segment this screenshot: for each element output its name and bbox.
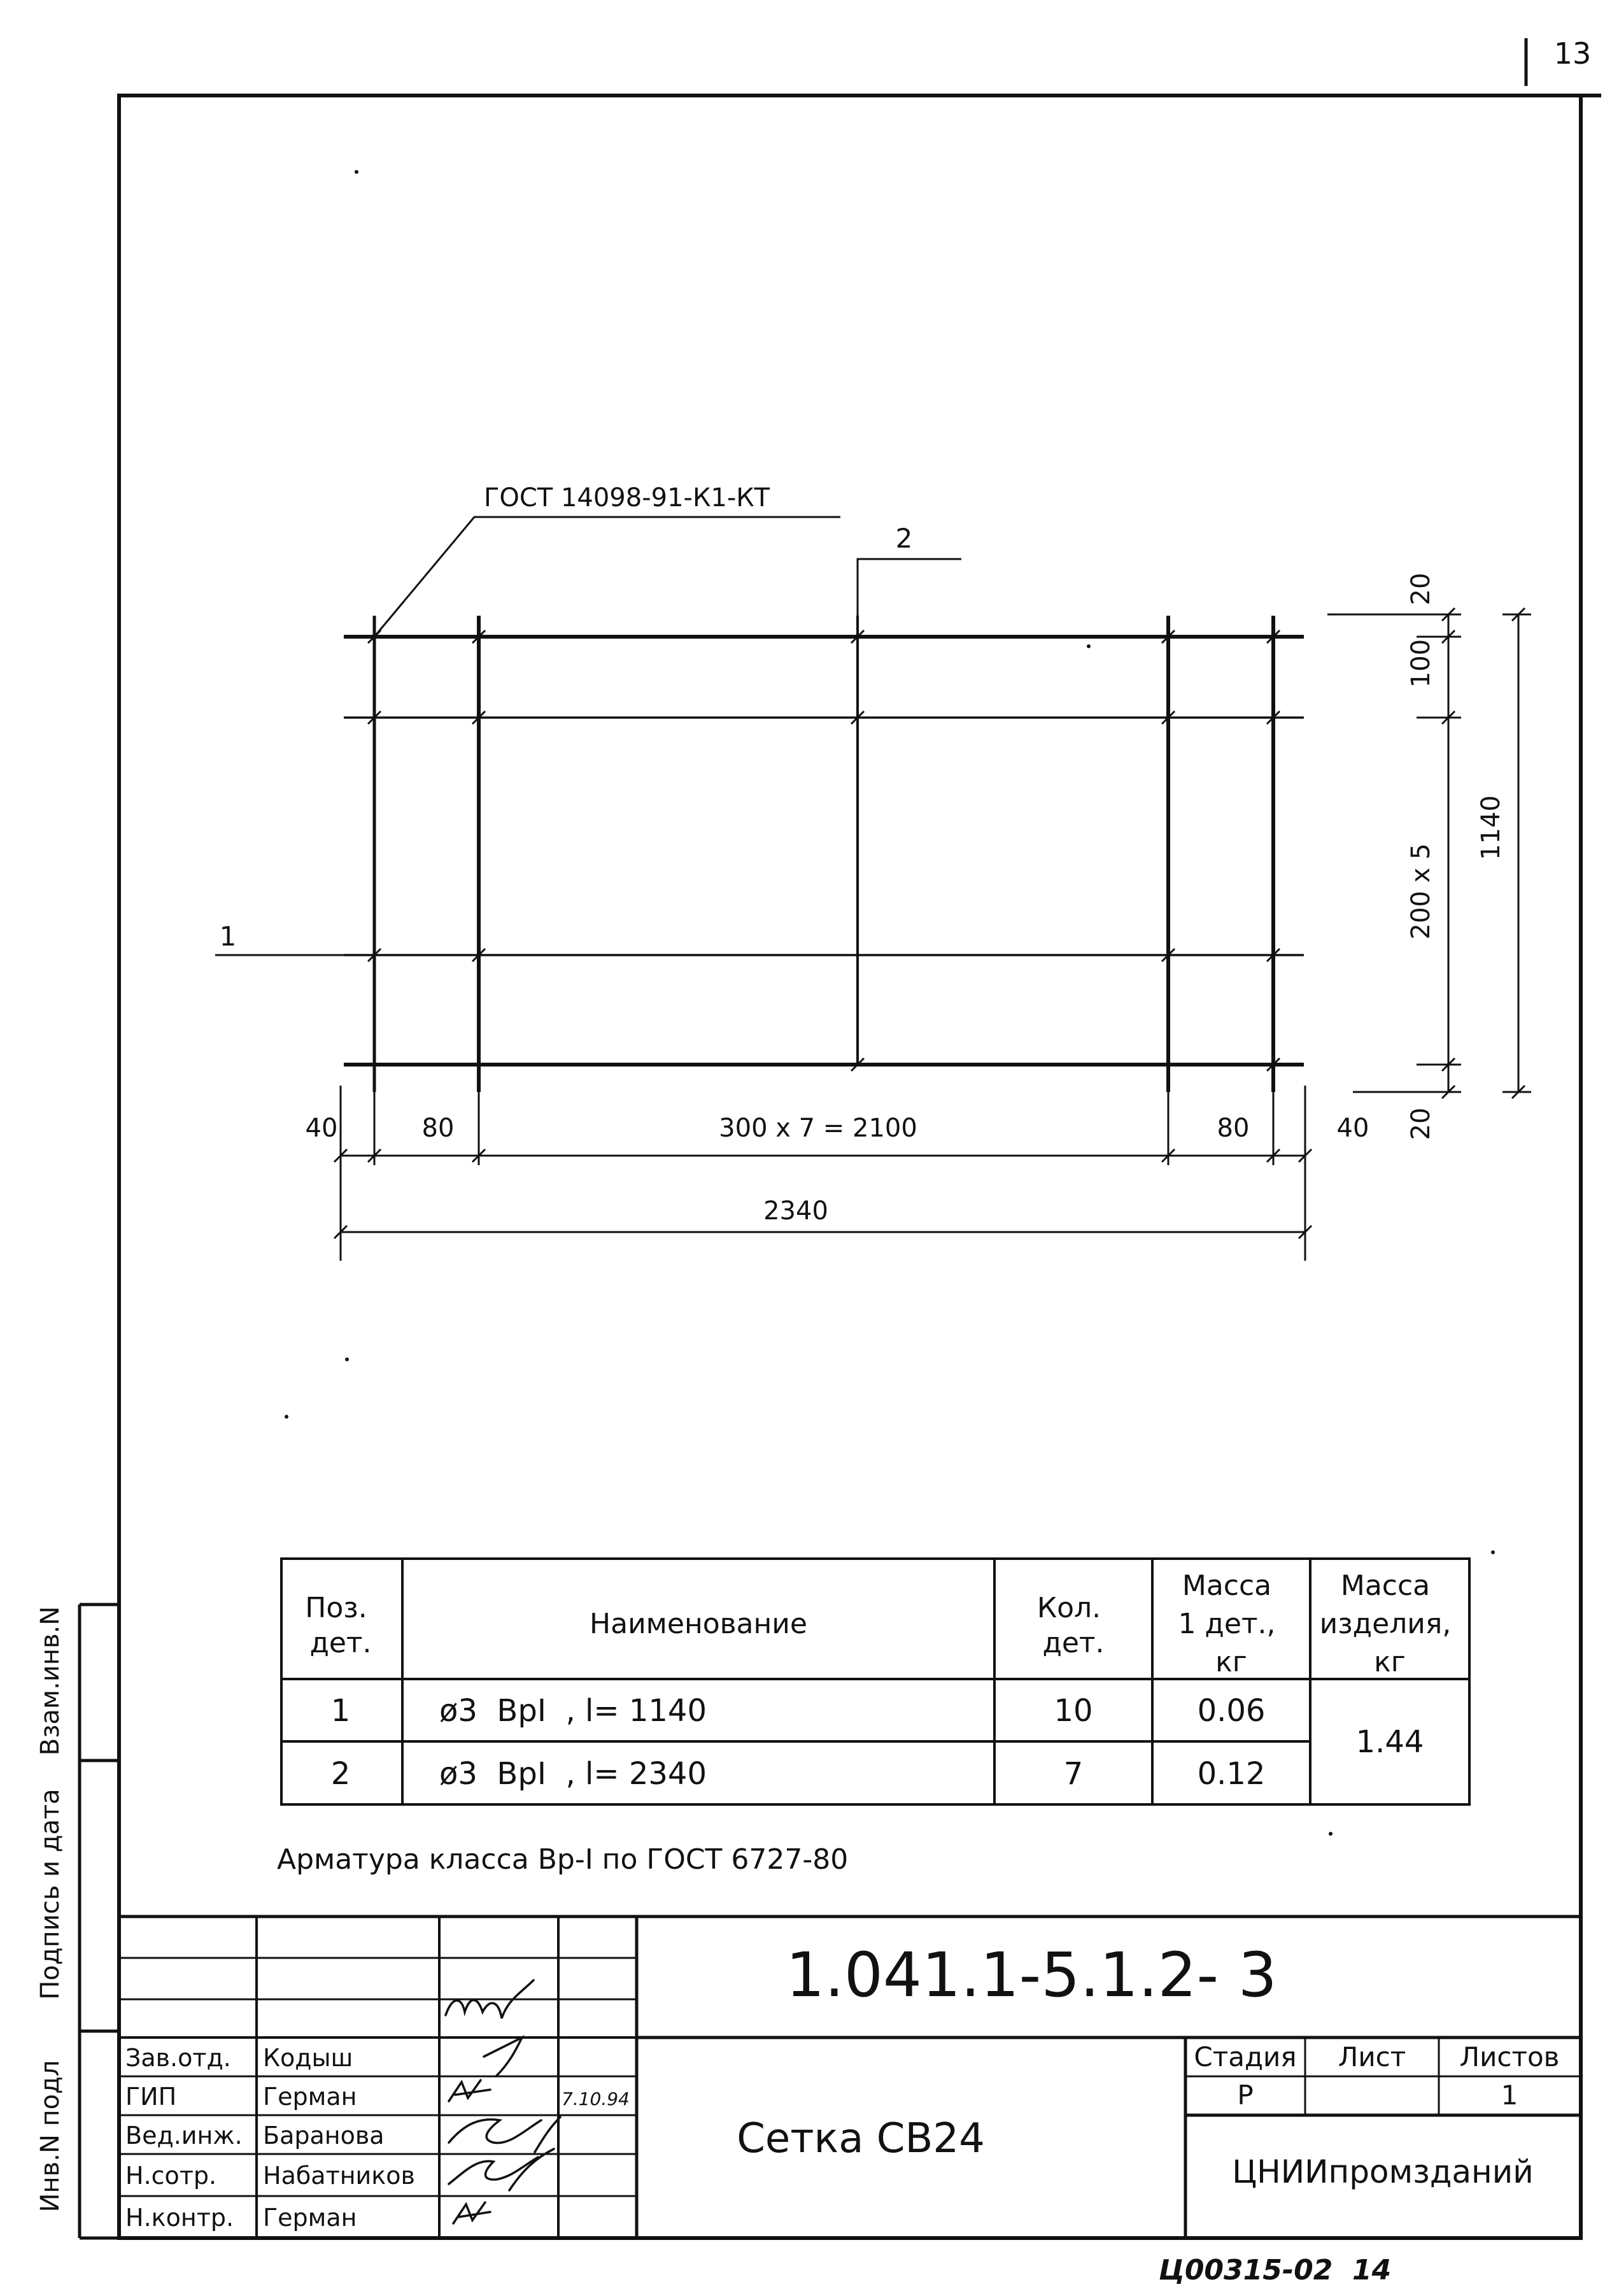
signature-role: ГИП: [125, 2083, 177, 2111]
dim-left-edge: 40: [305, 1114, 338, 1143]
signature-role: Вед.инж.: [125, 2122, 243, 2150]
table-row-1-name: ø3 ВрI , l= 1140: [439, 1693, 707, 1729]
header-position: Поз. дет.: [305, 1592, 372, 1659]
gost-leader-line: [374, 517, 840, 637]
signature-name: Набатников: [263, 2162, 415, 2190]
stage-header: Стадия: [1194, 2041, 1297, 2073]
position-2-marker: 2: [895, 523, 913, 554]
page-number: 13: [1553, 36, 1592, 71]
dim-top-edge: 20: [1406, 572, 1436, 606]
table-row-1-quantity: 10: [1054, 1693, 1093, 1729]
side-label-signature-date: Подпись и дата: [36, 1789, 65, 2000]
sheets-header: Листов: [1459, 2041, 1560, 2073]
header-name: Наименование: [590, 1608, 807, 1640]
organization-name: ЦНИИпромзданий: [1232, 2153, 1534, 2190]
table-row-2-mass: 0.12: [1197, 1756, 1266, 1792]
dim-middle-vertical: 200 x 5: [1406, 843, 1436, 940]
side-label-replaced-inv: Взам.инв.N: [36, 1606, 65, 1756]
dim-right-edge: 40: [1336, 1114, 1369, 1143]
archive-number: Ц00315-02 14: [1159, 2254, 1392, 2286]
scan-specks: [285, 170, 1495, 1836]
table-row-2-position: 2: [330, 1756, 351, 1792]
horizontal-dimensions: [334, 1086, 1311, 1261]
dim-top-step: 100: [1406, 639, 1436, 688]
signature-name: Баранова: [263, 2122, 385, 2150]
stage-value: Р: [1237, 2080, 1254, 2111]
position-2-leader: [858, 559, 961, 616]
signature-role: Н.сотр.: [125, 2162, 217, 2190]
dim-right-step: 80: [1217, 1114, 1250, 1143]
weld-ticks: [368, 630, 1280, 1071]
handwritten-signatures: [446, 1980, 560, 2223]
title-block: [119, 1917, 1581, 2238]
sheet-title: Сетка СВ24: [737, 2115, 985, 2162]
table-row-2-quantity: 7: [1063, 1756, 1084, 1792]
dim-overall-height: 1140: [1476, 795, 1506, 860]
total-mass: 1.44: [1355, 1724, 1424, 1760]
signature-role: Зав.отд.: [125, 2044, 231, 2072]
spec-table: [281, 1559, 1469, 1804]
signature-role: Н.контр.: [125, 2204, 234, 2232]
table-row-2-name: ø3 ВрI , l= 2340: [439, 1756, 707, 1792]
dim-bottom-edge: 20: [1406, 1107, 1436, 1140]
reinforcement-note: Арматура класса Вр-I по ГОСТ 6727-80: [277, 1843, 849, 1876]
table-row-1-position: 1: [330, 1693, 351, 1729]
signature-date: 7.10.94: [562, 2088, 630, 2109]
dim-middle-span: 300 x 7 = 2100: [719, 1114, 917, 1143]
dim-overall-width: 2340: [763, 1196, 828, 1226]
document-code: 1.041.1-5.1.2- 3: [786, 1939, 1277, 2011]
side-label-original-inv: Инв.N подл: [36, 2060, 65, 2213]
position-1-marker: 1: [219, 921, 237, 952]
header-mass-one: Масса 1 дет., кг: [1178, 1570, 1276, 1678]
signature-name: Герман: [263, 2083, 357, 2111]
signature-name: Кодыш: [263, 2044, 353, 2072]
mesh-drawing: [215, 483, 1531, 1261]
header-quantity: Кол. дет.: [1036, 1592, 1105, 1659]
table-row-1-mass: 0.06: [1197, 1693, 1266, 1729]
dim-left-step: 80: [421, 1114, 455, 1143]
sheets-value: 1: [1501, 2080, 1518, 2111]
signature-name: Герман: [263, 2204, 357, 2232]
header-mass-total: Масса изделия, кг: [1319, 1570, 1452, 1678]
side-stamp: [36, 1605, 119, 2238]
sheet-header: Лист: [1338, 2041, 1406, 2073]
gost-leader-label: ГОСТ 14098-91-К1-КТ: [484, 483, 770, 513]
